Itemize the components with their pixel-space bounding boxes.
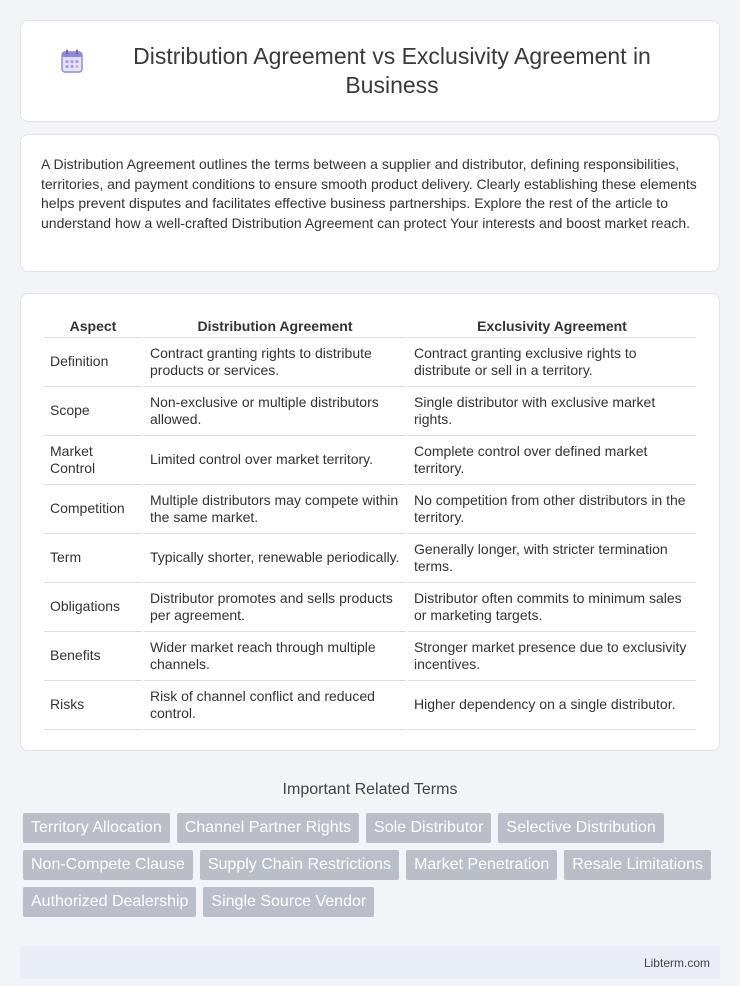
cell-exclusivity: Higher dependency on a single distributor. <box>408 681 696 730</box>
table-row <box>44 485 696 534</box>
related-terms-title: Important Related Terms <box>282 781 458 798</box>
cell-aspect: Scope <box>44 387 142 436</box>
cell-distribution: Risk of channel conflict and reduced control. <box>144 681 406 730</box>
header-distribution: Distribution Agreement <box>144 316 406 338</box>
cell-exclusivity: Single distributor with exclusive market rights. <box>408 387 696 436</box>
calendar-icon <box>61 49 83 73</box>
table-row <box>44 338 696 387</box>
table-header-row <box>44 316 696 338</box>
tag-sole-distributor[interactable]: Sole Distributor <box>366 813 491 843</box>
cell-exclusivity: Contract granting exclusive rights to distribute or sell in a territory. <box>408 338 696 387</box>
cell-exclusivity: No competition from other distributors in the territory. <box>408 485 696 534</box>
related-terms-tags <box>20 813 720 924</box>
title-card <box>20 20 720 122</box>
tag-authorized-dealership[interactable]: Authorized Dealership <box>23 887 196 917</box>
cell-distribution: Limited control over market territory. <box>144 436 406 485</box>
cell-aspect: Market Control <box>44 436 142 485</box>
comparison-table <box>42 316 698 730</box>
table-row <box>44 436 696 485</box>
tag-non-compete-clause[interactable]: Non-Compete Clause <box>23 850 193 880</box>
footer-site-link[interactable]: Libterm.com <box>643 955 710 970</box>
cell-distribution: Distributor promotes and sells products per agreement. <box>144 583 406 632</box>
cell-distribution: Typically shorter, renewable periodically. <box>144 534 406 583</box>
table-row <box>44 534 696 583</box>
tag-supply-chain-restrictions[interactable]: Supply Chain Restrictions <box>200 850 399 880</box>
intro-card <box>20 134 720 272</box>
cell-aspect: Obligations <box>44 583 142 632</box>
cell-distribution: Contract granting rights to distribute products or services. <box>144 338 406 387</box>
intro-text: A Distribution Agreement outlines the terms between a supplier and distributor, defining responsibilities, territories, and payment conditions to ensure smooth product delivery. Clearly establishing these elements helps prevent disputes and facilitates effective business partnerships. Explore the rest of the article to understand how a well-crafted Distribution Agreement can protect Your interests and boost market reach. <box>41 156 697 231</box>
header-aspect: Aspect <box>44 316 142 338</box>
cell-aspect: Competition <box>44 485 142 534</box>
cell-distribution: Multiple distributors may compete within the same market. <box>144 485 406 534</box>
tag-single-source-vendor[interactable]: Single Source Vendor <box>203 887 374 917</box>
page-title: Distribution Agreement vs Exclusivity Agreement in Business <box>133 43 651 98</box>
cell-exclusivity: Complete control over defined market territory. <box>408 436 696 485</box>
comparison-card <box>20 293 720 751</box>
cell-aspect: Benefits <box>44 632 142 681</box>
tag-market-penetration[interactable]: Market Penetration <box>406 850 557 880</box>
table-row <box>44 632 696 681</box>
cell-aspect: Term <box>44 534 142 583</box>
cell-aspect: Definition <box>44 338 142 387</box>
cell-exclusivity: Stronger market presence due to exclusivity incentives. <box>408 632 696 681</box>
tag-selective-distribution[interactable]: Selective Distribution <box>498 813 663 843</box>
title-row <box>61 42 679 100</box>
table-row <box>44 681 696 730</box>
table-row <box>44 387 696 436</box>
tag-channel-partner-rights[interactable]: Channel Partner Rights <box>177 813 359 843</box>
footer <box>20 946 720 979</box>
tag-resale-limitations[interactable]: Resale Limitations <box>564 850 711 880</box>
tag-territory-allocation[interactable]: Territory Allocation <box>23 813 170 843</box>
cell-aspect: Risks <box>44 681 142 730</box>
header-exclusivity: Exclusivity Agreement <box>408 316 696 338</box>
table-row <box>44 583 696 632</box>
cell-distribution: Non-exclusive or multiple distributors allowed. <box>144 387 406 436</box>
related-terms-section <box>20 781 720 924</box>
cell-exclusivity: Generally longer, with stricter termination terms. <box>408 534 696 583</box>
cell-distribution: Wider market reach through multiple channels. <box>144 632 406 681</box>
cell-exclusivity: Distributor often commits to minimum sales or marketing targets. <box>408 583 696 632</box>
